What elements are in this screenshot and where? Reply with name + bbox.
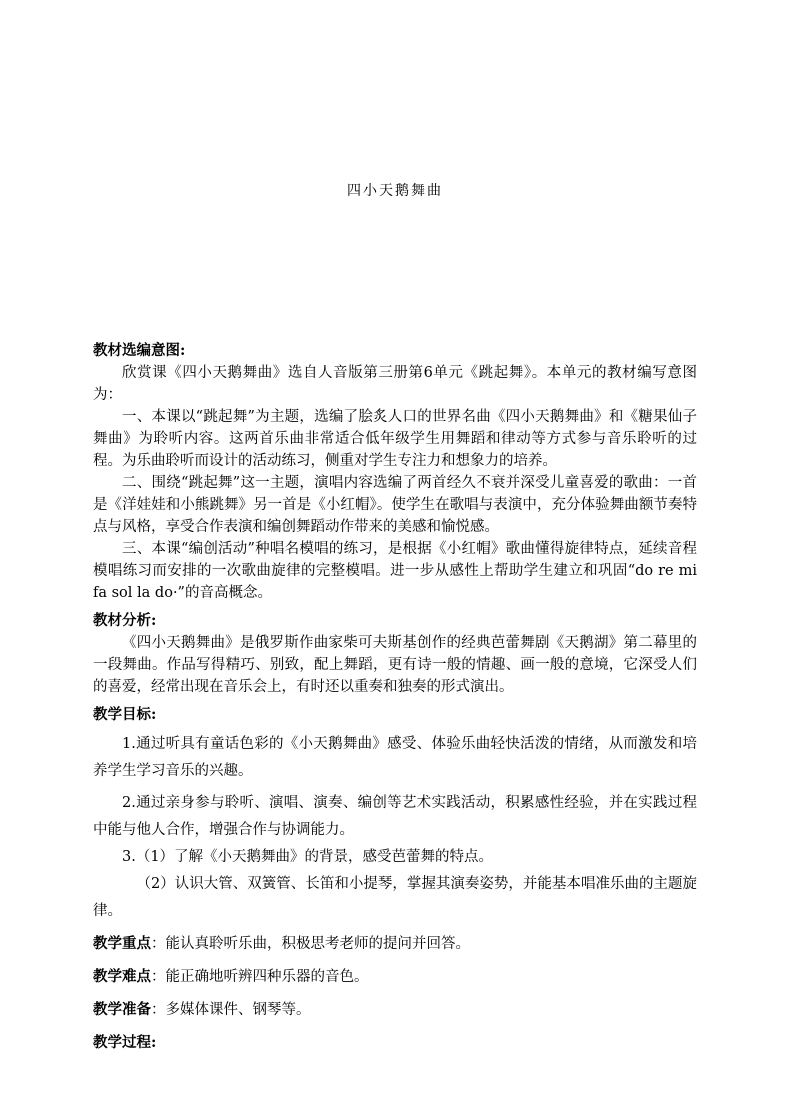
key-point bbox=[93, 930, 697, 958]
intent-heading: 教材选编意图: bbox=[93, 342, 186, 359]
difficulty-label: 教学难点 bbox=[93, 968, 151, 985]
goal-3a: 3.（1）了解《小天鹅舞曲》的背景，感受芭蕾舞的特点。 bbox=[122, 849, 494, 865]
key-point-text: ：能认真聆听乐曲，积极思考老师的提问并回答。 bbox=[151, 936, 470, 952]
difficulty-point bbox=[93, 963, 697, 991]
analysis-paragraph: 《四小天鹅舞曲》是俄罗斯作曲家柴可夫斯基创作的经典芭蕾舞剧《天鹅湖》第二幕里的一段舞曲。作品写得精巧、别致，配上舞蹈，更有诗一般的情趣、画一般的意境，它深受人们的喜爱，经常出现在音乐会上，有时还以重奏和独奏的形式演出。 bbox=[93, 635, 697, 695]
page-title: 四小天鹅舞曲 bbox=[347, 183, 443, 199]
preparation-label: 教学准备 bbox=[93, 1001, 151, 1018]
preparation-text: ：多媒体课件、钢琴等。 bbox=[151, 1002, 311, 1018]
difficulty-text: ：能正确地听辨四种乐器的音色。 bbox=[151, 969, 369, 985]
intent-paragraph-1: 欣赏课《四小天鹅舞曲》选自人音版第三册第6单元《跳起舞》。本单元的教材编写意图为： bbox=[93, 365, 697, 403]
document-body bbox=[93, 340, 697, 1056]
process-heading: 教学过程: bbox=[93, 1034, 157, 1051]
intent-paragraph-3: 二、围绕“跳起舞”这一主题，演唱内容选编了两首经久不衰并深受儿童喜爱的歌曲：一首是《洋娃娃和小熊跳舞》另一首是《小红帽》。使学生在歌唱与表演中，充分体验舞曲额节奏特点与风格，享受合作表演和编创舞蹈动作带来的美感和愉悦感。 bbox=[93, 475, 697, 535]
preparation bbox=[93, 996, 697, 1024]
goal-1: 1.通过听具有童话色彩的《小天鹅舞曲》感受、体验乐曲轻快活泼的情绪，从而激发和培养学生学习音乐的兴趣。 bbox=[93, 736, 697, 779]
goals-heading: 教学目标: bbox=[93, 706, 157, 723]
goal-2: 2.通过亲身参与聆听、演唱、演奏、编创等艺术实践活动，积累感性经验，并在实践过程中能与他人合作，增强合作与协调能力。 bbox=[93, 795, 697, 838]
intent-paragraph-2: 一、本课以“跳起舞”为主题，选编了脍炙人口的世界名曲《四小天鹅舞曲》和《糖果仙子舞曲》为聆听内容。这两首乐曲非常适合低年级学生用舞蹈和律动等方式参与音乐聆听的过程。为乐曲聆听而设计的活动练习，侧重对学生专注力和想象力的培养。 bbox=[93, 409, 697, 469]
key-point-label: 教学重点 bbox=[93, 935, 151, 952]
intent-paragraph-4: 三、本课“编创活动”种唱名模唱的练习，是根据《小红帽》歌曲懂得旋律特点，延续音程模唱练习而安排的一次歌曲旋律的完整模唱。进一步从感性上帮助学生建立和巩固“do re mi fa sol la do·”的音高概念。 bbox=[93, 541, 697, 601]
analysis-heading: 教材分析: bbox=[93, 612, 157, 629]
goal-3b: （2）认识大管、双簧管、长笛和小提琴，掌握其演奏姿势，并能基本唱准乐曲的主题旋律。 bbox=[93, 876, 697, 919]
